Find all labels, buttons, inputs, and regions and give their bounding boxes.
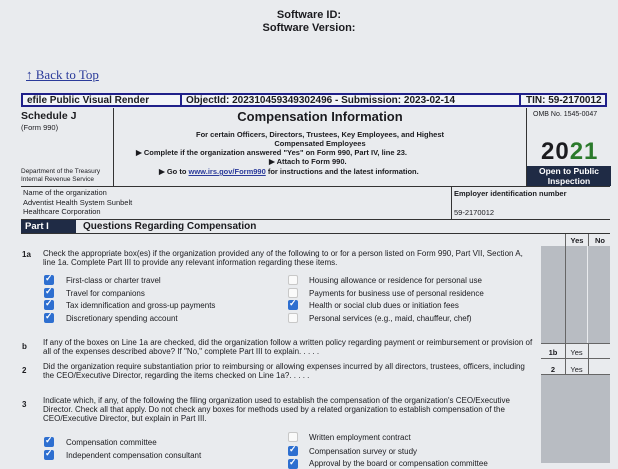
social-club-dues-label: Health or social club dues or initiation fees (309, 301, 459, 310)
first-class-travel-label: First-class or charter travel (66, 276, 161, 285)
render-label: efile Public Visual Render (27, 95, 150, 106)
q2-text: Did the organization require substantiation prior to reimbursing or allowing expenses incurred by all directors, trustees, officers, including the CEO/Executive Director, regarding the items checked on Line 1a?. . . . . (43, 362, 525, 380)
schedule-box (21, 108, 114, 186)
back-to-top-link[interactable]: ↑ Back to Top (26, 67, 99, 82)
q1b-number: b (22, 342, 27, 351)
q1b-line-number: 1b (548, 348, 558, 357)
divider (451, 187, 452, 219)
checkbox-written-contract[interactable] (288, 432, 298, 442)
subtitle-1: For certain Officers, Directors, Trustees, Key Employees, and Highest (195, 130, 444, 139)
divider (541, 358, 610, 359)
tax-indemnification-label: Tax idemnification and gross-up payments (66, 301, 216, 310)
schedule-name: Schedule J (21, 110, 77, 122)
compensation-committee-label: Compensation committee (66, 438, 157, 447)
q2-line-number: 2 (550, 365, 556, 374)
q1a-number: 1a (22, 250, 31, 259)
objectid-label: ObjectId: 202310459349302496 - Submission: 2023-02-14 (186, 95, 456, 106)
schedule-form: (Form 990) (21, 123, 59, 132)
instruction-attach: ▶ Attach to Form 990. (269, 157, 347, 166)
year-suffix: 21 (569, 138, 599, 165)
checkbox-discretionary-spending[interactable] (44, 313, 54, 323)
open-to-public-badge: Open to Public Inspection (527, 166, 611, 186)
business-residence-label: Payments for business use of personal residence (309, 289, 484, 298)
goto-suffix: for instructions and the latest information. (265, 167, 419, 176)
checkbox-board-approval[interactable] (288, 459, 298, 469)
checkbox-compensation-survey[interactable] (288, 446, 298, 456)
org-name-label: Name of the organization (23, 188, 107, 197)
checkbox-compensation-committee[interactable] (44, 437, 54, 447)
shaded-cell (541, 374, 610, 463)
housing-allowance-label: Housing allowance or residence for personal use (309, 276, 482, 285)
divider (180, 95, 182, 106)
no-header: No (595, 236, 605, 245)
q1b-text: If any of the boxes on Line 1a are checked, did the organization follow a written policy regarding payment or reimbursement or provision of all of the expenses described above? If "No," complete Part III to explain. . . . . (43, 338, 533, 356)
compensation-survey-label: Compensation survey or study (309, 447, 418, 456)
checkbox-housing-allowance[interactable] (288, 275, 298, 285)
goto-prefix: ▶ Go to (159, 167, 189, 176)
checkbox-personal-services[interactable] (288, 313, 298, 323)
q3-text: Indicate which, if any, of the following the filing organization used to establish the compensation of the organization's CEO/Executive Director. Check all that apply. Do not check any boxes for methods used by a related organization to establish compensation of the CEO/Executive Director, but explain in Part III. (43, 396, 510, 423)
yes-header: Yes (570, 236, 584, 245)
part-label: Part I (21, 220, 76, 233)
irs-form990-link[interactable]: www.irs.gov/Form990 (188, 167, 266, 176)
part-title: Questions Regarding Compensation (83, 221, 257, 232)
software-id-label: Software ID: (276, 9, 342, 21)
travel-companions-label: Travel for companions (66, 289, 145, 298)
independent-consultant-label: Independent compensation consultant (66, 451, 202, 460)
ein-label: Employer identification number (454, 189, 567, 198)
personal-services-label: Personal services (e.g., maid, chauffeur, chef) (309, 314, 472, 323)
shaded-cell (541, 246, 565, 343)
form-title: Compensation Information (237, 109, 403, 124)
org-name-line2: Healthcare Corporation (23, 207, 101, 216)
board-approval-label: Approval by the board or compensation committee (309, 459, 488, 468)
part-one-header (21, 219, 610, 234)
divider (541, 374, 610, 375)
efile-header-bar (21, 93, 607, 107)
shaded-cell (566, 246, 587, 343)
checkbox-social-club-dues[interactable] (288, 300, 298, 310)
ein-value: 59-2170012 (454, 208, 495, 217)
org-name-line1: Adventist Health System Sunbelt (23, 198, 133, 207)
year-prefix: 20 (541, 138, 570, 165)
q3-number: 3 (22, 400, 27, 409)
checkbox-tax-indemnification[interactable] (44, 300, 54, 310)
written-contract-label: Written employment contract (309, 433, 411, 442)
instruction-goto (159, 167, 419, 176)
divider (21, 186, 610, 187)
discretionary-spending-label: Discretionary spending account (66, 314, 178, 323)
q1a-text: Check the appropriate box(es) if the organization provided any of the following to or for a person listed on Form 990, Part VII, Section A, line 1a. Complete Part III to provide any relevant information regarding these items. (43, 249, 523, 267)
checkbox-first-class-travel[interactable] (44, 275, 54, 285)
checkbox-travel-companions[interactable] (44, 288, 54, 298)
checkbox-independent-consultant[interactable] (44, 450, 54, 460)
subtitle-2: Compensated Employees (274, 139, 366, 148)
q2-answer: Yes (570, 365, 583, 374)
tin-label: TIN: 59-2170012 (526, 95, 602, 106)
schedule-heading (114, 108, 526, 186)
divider (541, 343, 610, 344)
instruction-complete: ▶ Complete if the organization answered "Yes" on Form 990, Part IV, line 23. (136, 148, 408, 157)
q1b-answer: Yes (570, 348, 583, 357)
org-name-block (21, 188, 451, 218)
tax-year (541, 138, 598, 166)
checkbox-business-residence[interactable] (288, 288, 298, 298)
shaded-cell (588, 246, 610, 343)
divider (519, 95, 521, 106)
omb-number: OMB No. 1545-0047 (533, 111, 598, 118)
treasury-dept: Department of the Treasury Internal Revenue Service (21, 168, 101, 183)
omb-box (526, 108, 611, 186)
q2-number: 2 (22, 366, 27, 375)
software-version-label: Software Version: (262, 22, 356, 34)
